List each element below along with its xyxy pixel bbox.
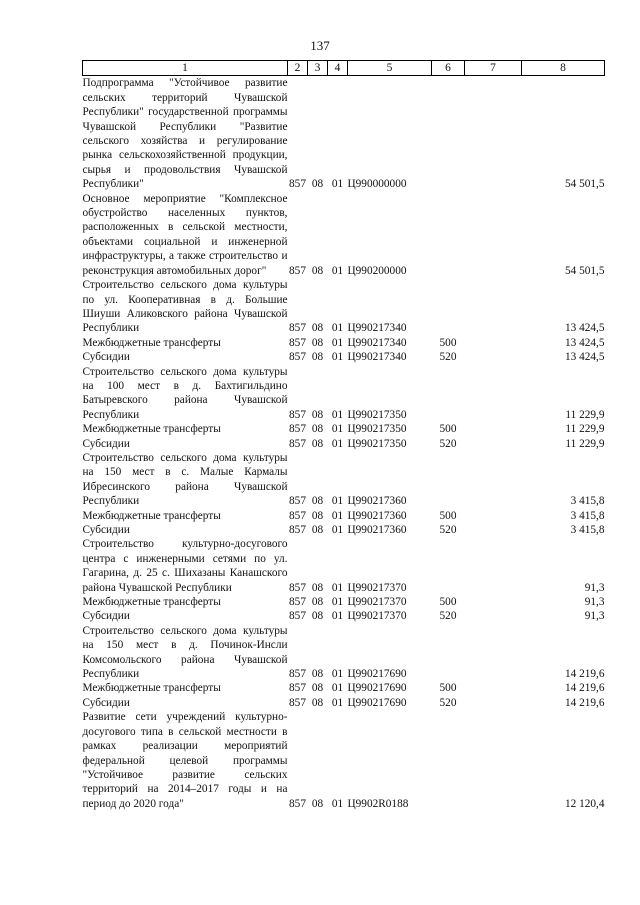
column-7-cell [465, 696, 522, 710]
target-article-cell: Ц990217360 [347, 509, 407, 522]
target-article-cell: Ц990200000 [347, 264, 407, 277]
section-code-cell: 08 [311, 581, 324, 594]
ministry-code-cell: 857 [289, 322, 306, 335]
ministry-code-cell: 857 [289, 408, 306, 421]
amount-cell: 91,3 [584, 581, 605, 594]
target-article-cell: Ц990217370 [347, 596, 407, 609]
table-row [83, 365, 605, 423]
amount-cell: 14 219,6 [564, 696, 605, 709]
expense-type-cell: 500 [439, 596, 457, 609]
target-article-cell: Ц990217340 [347, 351, 407, 364]
table-header-row [83, 61, 605, 76]
ministry-code-cell: 857 [289, 668, 306, 681]
row-name-cell: Субсидии [82, 696, 130, 709]
column-7-cell [465, 422, 522, 436]
expense-type-cell: 500 [439, 509, 457, 522]
subsection-code-cell: 01 [331, 495, 344, 508]
section-code-cell: 08 [311, 797, 324, 810]
expense-type-cell: 500 [439, 682, 457, 695]
section-code-cell: 08 [311, 682, 324, 695]
row-name-cell: Межбюджетные трансферты [82, 336, 221, 349]
target-article-cell: Ц990000000 [347, 178, 407, 191]
target-article-cell: Ц990217350 [347, 423, 407, 436]
ministry-code-cell: 857 [289, 596, 306, 609]
row-name-cell: Подпрограмма "Устойчивое развитие сельских территорий Чувашской Республики" государственной программы Чувашской Республики "Развитие сельского хозяйства и регулирование рынка сельскохозяйственной продукции, сырья и продовольствия Чувашской Республики" [82, 77, 288, 191]
row-name-cell: Основное мероприятие "Комплексное обустройство населенных пунктов, расположенных в сельской местности, объектами социальной и инженерной инфраструктуры, а также строительство и реконструкция автомобильных дорог" [82, 192, 288, 277]
column-7-cell [465, 681, 522, 695]
target-article-cell: Ц990217350 [347, 408, 407, 421]
column-header: 3 [308, 61, 328, 76]
section-code-cell: 08 [311, 610, 324, 623]
column-7-cell [465, 523, 522, 537]
table-row [83, 437, 605, 451]
column-7-cell [465, 509, 522, 523]
column-header: 5 [348, 61, 432, 76]
section-code-cell: 08 [311, 437, 324, 450]
row-name-cell: Строительство сельского дома культуры на 100 мест в д. Бахтигильдино Батыревского района Чувашской Республики [82, 365, 288, 421]
section-code-cell: 08 [311, 351, 324, 364]
row-name-cell: Строительство сельского дома культуры на 150 мест в с. Малые Кармалы Ибресинского района Чувашской Республики [82, 451, 288, 508]
ministry-code-cell: 857 [289, 581, 306, 594]
section-code-cell: 08 [311, 264, 324, 277]
amount-cell: 13 424,5 [564, 336, 605, 349]
target-article-cell: Ц990217340 [347, 322, 407, 335]
subsection-code-cell: 01 [331, 581, 344, 594]
subsection-code-cell: 01 [331, 264, 344, 277]
subsection-code-cell: 01 [331, 524, 344, 536]
column-7-cell [465, 451, 522, 509]
subsection-code-cell: 01 [331, 351, 344, 364]
row-name-cell: Межбюджетные трансферты [82, 509, 221, 522]
row-name-cell: Межбюджетные трансферты [82, 682, 221, 695]
budget-table [82, 60, 605, 811]
subsection-code-cell: 01 [331, 668, 344, 681]
ministry-code-cell: 857 [289, 351, 306, 364]
amount-cell: 14 219,6 [564, 682, 605, 695]
expense-type-cell: 520 [439, 524, 457, 536]
ministry-code-cell: 857 [289, 610, 306, 623]
expense-type-cell [432, 278, 465, 336]
ministry-code-cell: 857 [289, 696, 306, 709]
amount-cell: 11 229,9 [565, 408, 605, 421]
target-article-cell: Ц990217370 [347, 581, 407, 594]
amount-cell: 3 415,8 [570, 524, 605, 536]
table-row [83, 278, 605, 336]
expense-type-cell [432, 451, 465, 509]
row-name-cell: Межбюджетные трансферты [82, 423, 221, 436]
amount-cell: 54 501,5 [564, 264, 605, 277]
target-article-cell: Ц990217340 [347, 336, 407, 349]
table-row [83, 681, 605, 695]
section-code-cell: 08 [311, 336, 324, 349]
ministry-code-cell: 857 [289, 797, 306, 810]
subsection-code-cell: 01 [331, 596, 344, 609]
section-code-cell: 08 [311, 178, 324, 191]
column-header: 1 [83, 61, 288, 76]
row-name-cell: Субсидии [82, 351, 130, 364]
section-code-cell: 08 [311, 596, 324, 609]
amount-cell: 11 229,9 [565, 423, 605, 436]
target-article-cell: Ц990217690 [347, 668, 407, 681]
column-7-cell [465, 365, 522, 423]
expense-type-cell: 520 [439, 437, 457, 450]
row-name-cell: Строительство сельского дома культуры по ул. Кооперативная в д. Большие Шиуши Аликовского района Чувашской Республики [82, 279, 288, 335]
table-row [83, 537, 605, 595]
section-code-cell: 08 [311, 322, 324, 335]
ministry-code-cell: 857 [289, 509, 306, 522]
table-row [83, 76, 605, 192]
row-name-cell: Субсидии [82, 610, 130, 623]
subsection-code-cell: 01 [331, 682, 344, 695]
column-7-cell [465, 76, 522, 192]
amount-cell: 11 229,9 [565, 437, 605, 450]
column-7-cell [465, 609, 522, 623]
subsection-code-cell: 01 [331, 408, 344, 421]
column-7-cell [465, 336, 522, 350]
table-row [83, 451, 605, 509]
target-article-cell: Ц990217690 [347, 682, 407, 695]
amount-cell: 13 424,5 [564, 322, 605, 335]
column-7-cell [465, 437, 522, 451]
column-header: 7 [465, 61, 522, 76]
ministry-code-cell: 857 [289, 178, 306, 191]
column-7-cell [465, 278, 522, 336]
section-code-cell: 08 [311, 668, 324, 681]
expense-type-cell [432, 710, 465, 811]
expense-type-cell: 520 [439, 696, 457, 709]
target-article-cell: Ц990217690 [347, 696, 407, 709]
target-article-cell: Ц990217350 [347, 437, 407, 450]
column-header: 2 [288, 61, 308, 76]
section-code-cell: 08 [311, 509, 324, 522]
table-row [83, 595, 605, 609]
amount-cell: 14 219,6 [564, 668, 605, 681]
subsection-code-cell: 01 [331, 322, 344, 335]
table-row [83, 624, 605, 682]
ministry-code-cell: 857 [289, 336, 306, 349]
table-row [83, 422, 605, 436]
amount-cell: 91,3 [584, 596, 605, 609]
column-7-cell [465, 710, 522, 811]
row-name-cell: Субсидии [82, 437, 130, 450]
expense-type-cell [432, 365, 465, 423]
section-code-cell: 08 [311, 495, 324, 508]
amount-cell: 13 424,5 [564, 351, 605, 364]
row-name-cell: Развитие сети учреждений культурно-досугового типа в сельской местности в рамках реализации мероприятий федеральной целевой программы "Устойчивое развитие сельских территорий на 2014–2017 годы и на период до 2020 года" [82, 711, 288, 810]
subsection-code-cell: 01 [331, 178, 344, 191]
table-row [83, 509, 605, 523]
ministry-code-cell: 857 [289, 264, 306, 277]
expense-type-cell [432, 537, 465, 595]
table-row [83, 710, 605, 811]
section-code-cell: 08 [311, 408, 324, 421]
amount-cell: 3 415,8 [570, 509, 605, 522]
table-row [83, 523, 605, 537]
row-name-cell: Строительство сельского дома культуры на 150 мест в д. Починок-Инсли Комсомольского района Чувашской Республики [82, 624, 288, 681]
column-7-cell [465, 537, 522, 595]
expense-type-cell [432, 192, 465, 278]
row-name-cell: Субсидии [82, 524, 130, 536]
amount-cell: 12 120,4 [564, 797, 605, 810]
page-number: 137 [310, 38, 330, 53]
ministry-code-cell: 857 [289, 682, 306, 695]
expense-type-cell [432, 76, 465, 192]
column-header: 8 [522, 61, 605, 76]
subsection-code-cell: 01 [331, 437, 344, 450]
column-header: 4 [328, 61, 348, 76]
column-header: 6 [432, 61, 465, 76]
expense-type-cell: 500 [439, 336, 457, 349]
ministry-code-cell: 857 [289, 524, 306, 536]
subsection-code-cell: 01 [331, 610, 344, 623]
target-article-cell: Ц990217360 [347, 495, 407, 508]
table-row [83, 336, 605, 350]
target-article-cell: Ц990217370 [347, 610, 407, 623]
expense-type-cell [432, 624, 465, 682]
amount-cell: 91,3 [584, 610, 605, 623]
subsection-code-cell: 01 [331, 509, 344, 522]
amount-cell: 54 501,5 [564, 178, 605, 191]
section-code-cell: 08 [311, 423, 324, 436]
row-name-cell: Межбюджетные трансферты [82, 596, 221, 609]
expense-type-cell: 520 [439, 351, 457, 364]
section-code-cell: 08 [311, 524, 324, 536]
expense-type-cell: 520 [439, 610, 457, 623]
expense-type-cell: 500 [439, 423, 457, 436]
table-row [83, 696, 605, 710]
table-row [83, 350, 605, 364]
column-7-cell [465, 595, 522, 609]
ministry-code-cell: 857 [289, 437, 306, 450]
target-article-cell: Ц9902R0188 [347, 797, 409, 810]
section-code-cell: 08 [311, 696, 324, 709]
target-article-cell: Ц990217360 [347, 524, 407, 536]
subsection-code-cell: 01 [331, 336, 344, 349]
amount-cell: 3 415,8 [570, 495, 605, 508]
subsection-code-cell: 01 [331, 797, 344, 810]
column-7-cell [465, 350, 522, 364]
ministry-code-cell: 857 [289, 495, 306, 508]
ministry-code-cell: 857 [289, 423, 306, 436]
table-row [83, 192, 605, 278]
subsection-code-cell: 01 [331, 696, 344, 709]
column-7-cell [465, 624, 522, 682]
subsection-code-cell: 01 [331, 423, 344, 436]
table-row [83, 609, 605, 623]
column-7-cell [465, 192, 522, 278]
row-name-cell: Строительство культурно-досугового центра с инженерными сетями по ул. Гагарина, д. 25 с. Шихазаны Канашского района Чувашской Республики [82, 538, 288, 594]
